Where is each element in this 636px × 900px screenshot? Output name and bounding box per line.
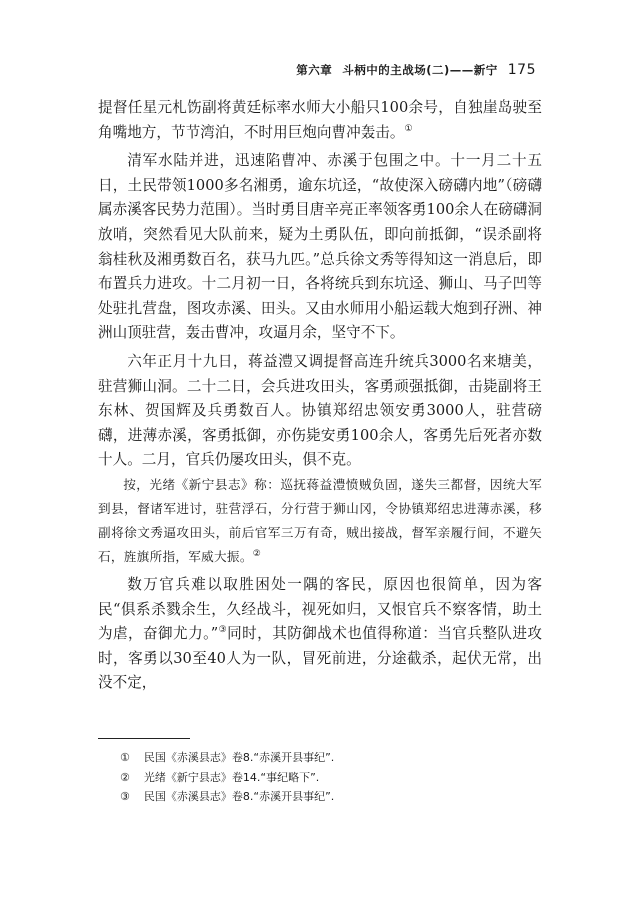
chapter-title: 斗柄中的主战场(二)——新宁	[342, 63, 498, 77]
running-header	[296, 62, 536, 78]
paragraph-4: 数万官兵难以取胜困处一隅的客民，原因也很简单，因为客民“俱系杀戮余生，久经战斗，视死如归，又恨官兵不察客情，助土为虐，奋御尤力。”③同时，其防御战术也值得称道：当官兵整队进攻时，客勇以30至40人为一队，冒死前进，分途截杀，起伏无常，出没不定，	[98, 575, 542, 692]
main-text	[98, 96, 542, 696]
footnote-item: ② 光绪《新宁县志》卷14.“事纪略下”.	[120, 770, 320, 784]
paragraph-2: 清军水陆并进，迅速陷曹冲、赤溪于包围之中。十一月二十五日，土民带领1000多名湘勇，逾东坑迳，“故使深入磅礴内地”（磅礴属赤溪客民势力范围）。当时勇目唐辛亮正率领客勇100余人在磅礴洞放哨，突然看见大队前来，疑为土勇队伍，即向前抵御，“误杀副将翁桂秋及湘勇数百名，获马九匹。”总兵徐文秀等得知这一消息后，即布置兵力进攻。十二月初一日，各将统兵到东坑迳、狮山、马子凹等处驻扎营盘，图攻赤溪、田头。又由水师用小船运载大炮到孖洲、神洲山顶驻营，轰击曹冲，攻逼月余，坚守不下。	[98, 152, 542, 342]
paragraph-1: 提督任星元札饬副将黄廷标率水师大小船只100余号，自独崖岛驶至角嘴地方，节节湾泊，不时用巨炮向曹冲轰击。①	[98, 99, 542, 141]
quoted-note: 按，光绪《新宁县志》称：巡抚蒋益澧愤贼负固，遂失三都督，因统大军到县，督诸军进讨，驻营浮石，分行营于狮山冈，令协镇郑绍忠进薄赤溪，移副将徐文秀逼攻田头，前后官军三万有奇，贼出接战，督军亲履行间，不避矢石，旌旗所指，军威大振。②	[98, 476, 542, 564]
paragraph-3: 六年正月十九日，蒋益澧又调提督高连升统兵3000名来塘美，驻营狮山洞。二十二日，会兵进攻田头，客勇顽强抵御，击毙副将王东林、贺国辉及兵勇数百人。协镇郑绍忠领安勇3000人，驻营磅礴，进薄赤溪，客勇抵御，亦伤毙安勇100余人，客勇先后死者亦数十人。二月，官兵仍屡攻田头，俱不克。	[98, 352, 542, 469]
footnote-item: ③ 民国《赤溪县志》卷8.“赤溪开县事纪”.	[120, 790, 335, 804]
footnote-divider	[98, 738, 190, 739]
footnote-ref-3: ③	[218, 625, 228, 636]
footnote-ref-1: ①	[404, 123, 413, 134]
footnote-ref-2: ②	[252, 548, 262, 559]
chapter-label: 第六章	[296, 63, 333, 77]
page-number: 175	[507, 62, 536, 78]
footnote-item: ① 民国《赤溪县志》卷8.“赤溪开县事纪”.	[120, 751, 335, 764]
footnotes	[120, 748, 334, 807]
